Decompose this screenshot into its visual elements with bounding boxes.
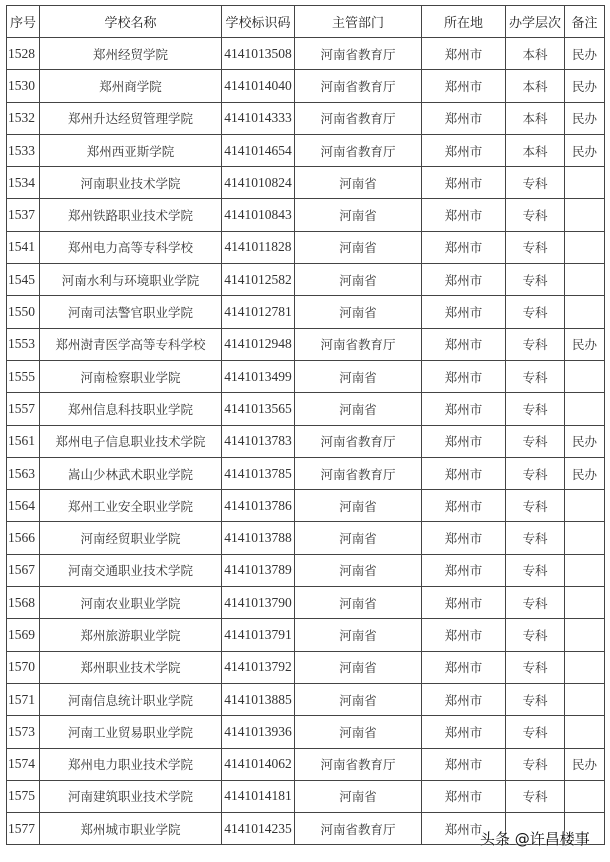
table-row xyxy=(7,587,605,619)
cell-index: 1545 xyxy=(7,264,40,296)
header-level: 办学层次 xyxy=(506,6,565,38)
header-index: 序号 xyxy=(7,6,40,38)
cell-school-code: 4141013789 xyxy=(222,554,295,586)
cell-authority: 河南省 xyxy=(295,393,422,425)
cell-school-name: 郑州电力高等专科学校 xyxy=(40,231,222,263)
cell-index: 1571 xyxy=(7,683,40,715)
cell-index: 1541 xyxy=(7,231,40,263)
table-row xyxy=(7,70,605,102)
cell-location: 郑州市 xyxy=(422,587,506,619)
cell-school-code: 4141013499 xyxy=(222,360,295,392)
cell-remark: 民办 xyxy=(565,70,605,102)
cell-index: 1561 xyxy=(7,425,40,457)
school-list-table xyxy=(6,5,605,845)
cell-remark xyxy=(565,393,605,425)
cell-school-name: 郑州工业安全职业学院 xyxy=(40,490,222,522)
cell-remark xyxy=(565,780,605,812)
cell-location: 郑州市 xyxy=(422,231,506,263)
cell-remark xyxy=(565,651,605,683)
cell-school-code: 4141013936 xyxy=(222,716,295,748)
cell-school-name: 郑州职业技术学院 xyxy=(40,651,222,683)
cell-level: 专科 xyxy=(506,780,565,812)
cell-school-name: 嵩山少林武术职业学院 xyxy=(40,457,222,489)
header-authority: 主管部门 xyxy=(295,6,422,38)
table-row xyxy=(7,393,605,425)
cell-remark xyxy=(565,167,605,199)
cell-remark xyxy=(565,360,605,392)
cell-level: 本科 xyxy=(506,102,565,134)
cell-school-name: 郑州电力职业技术学院 xyxy=(40,748,222,780)
cell-index: 1574 xyxy=(7,748,40,780)
cell-remark: 民办 xyxy=(565,328,605,360)
cell-school-name: 郑州商学院 xyxy=(40,70,222,102)
cell-authority: 河南省教育厅 xyxy=(295,70,422,102)
cell-location: 郑州市 xyxy=(422,813,506,845)
cell-location: 郑州市 xyxy=(422,296,506,328)
cell-authority: 河南省 xyxy=(295,554,422,586)
cell-school-code: 4141014654 xyxy=(222,134,295,166)
cell-index: 1569 xyxy=(7,619,40,651)
cell-school-code: 4141011828 xyxy=(222,231,295,263)
cell-level: 本科 xyxy=(506,70,565,102)
cell-remark xyxy=(565,231,605,263)
cell-remark xyxy=(565,683,605,715)
cell-level: 专科 xyxy=(506,683,565,715)
table-row xyxy=(7,780,605,812)
table-row xyxy=(7,360,605,392)
cell-remark: 民办 xyxy=(565,38,605,70)
table-row xyxy=(7,522,605,554)
cell-location: 郑州市 xyxy=(422,619,506,651)
cell-school-code: 4141014181 xyxy=(222,780,295,812)
cell-index: 1568 xyxy=(7,587,40,619)
cell-location: 郑州市 xyxy=(422,199,506,231)
table-row xyxy=(7,716,605,748)
cell-school-name: 河南职业技术学院 xyxy=(40,167,222,199)
cell-location: 郑州市 xyxy=(422,425,506,457)
header-school-code: 学校标识码 xyxy=(222,6,295,38)
cell-index: 1564 xyxy=(7,490,40,522)
cell-school-code: 4141013792 xyxy=(222,651,295,683)
table-row xyxy=(7,296,605,328)
cell-location: 郑州市 xyxy=(422,328,506,360)
table-row xyxy=(7,199,605,231)
cell-level: 本科 xyxy=(506,38,565,70)
cell-remark xyxy=(565,296,605,328)
cell-remark: 民办 xyxy=(565,102,605,134)
table-row xyxy=(7,231,605,263)
table-row xyxy=(7,651,605,683)
cell-remark: 民办 xyxy=(565,425,605,457)
cell-school-code: 4141014333 xyxy=(222,102,295,134)
cell-school-code: 4141013508 xyxy=(222,38,295,70)
cell-school-name: 郑州城市职业学院 xyxy=(40,813,222,845)
cell-remark: 民办 xyxy=(565,134,605,166)
table-row xyxy=(7,457,605,489)
cell-location: 郑州市 xyxy=(422,393,506,425)
cell-authority: 河南省教育厅 xyxy=(295,425,422,457)
cell-level: 专科 xyxy=(506,264,565,296)
cell-school-name: 河南信息统计职业学院 xyxy=(40,683,222,715)
table-row xyxy=(7,619,605,651)
cell-remark xyxy=(565,199,605,231)
cell-school-code: 4141012948 xyxy=(222,328,295,360)
cell-location: 郑州市 xyxy=(422,490,506,522)
cell-school-name: 河南交通职业技术学院 xyxy=(40,554,222,586)
cell-authority: 河南省 xyxy=(295,199,422,231)
cell-authority: 河南省教育厅 xyxy=(295,457,422,489)
cell-school-name: 郑州升达经贸管理学院 xyxy=(40,102,222,134)
cell-location: 郑州市 xyxy=(422,651,506,683)
cell-school-name: 郑州西亚斯学院 xyxy=(40,134,222,166)
cell-authority: 河南省教育厅 xyxy=(295,102,422,134)
cell-level: 专科 xyxy=(506,522,565,554)
cell-level: 专科 xyxy=(506,296,565,328)
cell-index: 1533 xyxy=(7,134,40,166)
cell-level: 专科 xyxy=(506,619,565,651)
cell-level: 专科 xyxy=(506,587,565,619)
cell-school-code: 4141014235 xyxy=(222,813,295,845)
cell-remark: 民办 xyxy=(565,748,605,780)
table-row xyxy=(7,425,605,457)
cell-school-code: 4141013565 xyxy=(222,393,295,425)
cell-school-code: 4141013791 xyxy=(222,619,295,651)
cell-remark: 民办 xyxy=(565,457,605,489)
watermark: 头条 @许昌楼事 xyxy=(480,830,590,848)
table-row xyxy=(7,38,605,70)
cell-location: 郑州市 xyxy=(422,38,506,70)
cell-index: 1570 xyxy=(7,651,40,683)
cell-level: 专科 xyxy=(506,393,565,425)
cell-school-name: 河南农业职业学院 xyxy=(40,587,222,619)
table-row xyxy=(7,748,605,780)
cell-location: 郑州市 xyxy=(422,522,506,554)
cell-location: 郑州市 xyxy=(422,780,506,812)
cell-school-code: 4141013786 xyxy=(222,490,295,522)
cell-school-name: 郑州铁路职业技术学院 xyxy=(40,199,222,231)
cell-level: 本科 xyxy=(506,134,565,166)
cell-index: 1577 xyxy=(7,813,40,845)
cell-location: 郑州市 xyxy=(422,457,506,489)
cell-level: 专科 xyxy=(506,554,565,586)
table-row xyxy=(7,134,605,166)
cell-location: 郑州市 xyxy=(422,264,506,296)
cell-location: 郑州市 xyxy=(422,360,506,392)
cell-index: 1534 xyxy=(7,167,40,199)
cell-remark xyxy=(565,587,605,619)
cell-location: 郑州市 xyxy=(422,748,506,780)
table-row xyxy=(7,264,605,296)
cell-level: 专科 xyxy=(506,167,565,199)
cell-school-code: 4141014040 xyxy=(222,70,295,102)
cell-level: 专科 xyxy=(506,231,565,263)
cell-authority: 河南省 xyxy=(295,780,422,812)
cell-authority: 河南省教育厅 xyxy=(295,328,422,360)
cell-index: 1573 xyxy=(7,716,40,748)
cell-index: 1563 xyxy=(7,457,40,489)
cell-authority: 河南省 xyxy=(295,231,422,263)
cell-level: 专科 xyxy=(506,748,565,780)
cell-school-code: 4141013885 xyxy=(222,683,295,715)
cell-remark xyxy=(565,619,605,651)
cell-authority: 河南省 xyxy=(295,716,422,748)
cell-authority: 河南省 xyxy=(295,522,422,554)
cell-index: 1528 xyxy=(7,38,40,70)
cell-remark xyxy=(565,716,605,748)
cell-index: 1575 xyxy=(7,780,40,812)
header-school-name: 学校名称 xyxy=(40,6,222,38)
cell-authority: 河南省 xyxy=(295,360,422,392)
cell-level: 专科 xyxy=(506,360,565,392)
cell-school-code: 4141013785 xyxy=(222,457,295,489)
cell-school-name: 河南司法警官职业学院 xyxy=(40,296,222,328)
cell-level: 专科 xyxy=(506,328,565,360)
table-row xyxy=(7,490,605,522)
cell-school-name: 河南工业贸易职业学院 xyxy=(40,716,222,748)
cell-location: 郑州市 xyxy=(422,70,506,102)
cell-school-code: 4141010824 xyxy=(222,167,295,199)
cell-level: 专科 xyxy=(506,457,565,489)
cell-school-code: 4141012781 xyxy=(222,296,295,328)
cell-authority: 河南省教育厅 xyxy=(295,134,422,166)
table-row xyxy=(7,328,605,360)
cell-index: 1532 xyxy=(7,102,40,134)
header-row xyxy=(7,6,605,38)
cell-remark xyxy=(565,554,605,586)
cell-location: 郑州市 xyxy=(422,554,506,586)
table-row xyxy=(7,554,605,586)
cell-level: 专科 xyxy=(506,490,565,522)
table-row xyxy=(7,102,605,134)
cell-level: 专科 xyxy=(506,425,565,457)
cell-remark xyxy=(565,264,605,296)
cell-index: 1566 xyxy=(7,522,40,554)
cell-school-code: 4141010843 xyxy=(222,199,295,231)
cell-authority: 河南省 xyxy=(295,651,422,683)
cell-school-name: 郑州信息科技职业学院 xyxy=(40,393,222,425)
cell-index: 1550 xyxy=(7,296,40,328)
cell-level: 专科 xyxy=(506,651,565,683)
cell-authority: 河南省 xyxy=(295,490,422,522)
table-row xyxy=(7,167,605,199)
cell-index: 1557 xyxy=(7,393,40,425)
cell-location: 郑州市 xyxy=(422,716,506,748)
cell-authority: 河南省教育厅 xyxy=(295,813,422,845)
cell-school-name: 河南水利与环境职业学院 xyxy=(40,264,222,296)
cell-index: 1567 xyxy=(7,554,40,586)
cell-school-code: 4141014062 xyxy=(222,748,295,780)
header-remark: 备注 xyxy=(565,6,605,38)
cell-location: 郑州市 xyxy=(422,102,506,134)
table-row xyxy=(7,683,605,715)
cell-location: 郑州市 xyxy=(422,167,506,199)
cell-authority: 河南省教育厅 xyxy=(295,748,422,780)
cell-location: 郑州市 xyxy=(422,683,506,715)
cell-authority: 河南省 xyxy=(295,167,422,199)
cell-authority: 河南省 xyxy=(295,296,422,328)
cell-authority: 河南省教育厅 xyxy=(295,38,422,70)
cell-school-name: 河南检察职业学院 xyxy=(40,360,222,392)
cell-school-name: 河南建筑职业技术学院 xyxy=(40,780,222,812)
cell-school-code: 4141013783 xyxy=(222,425,295,457)
cell-remark xyxy=(565,490,605,522)
cell-authority: 河南省 xyxy=(295,683,422,715)
cell-school-code: 4141013790 xyxy=(222,587,295,619)
cell-index: 1530 xyxy=(7,70,40,102)
cell-school-code: 4141012582 xyxy=(222,264,295,296)
cell-school-code: 4141013788 xyxy=(222,522,295,554)
cell-school-name: 河南经贸职业学院 xyxy=(40,522,222,554)
cell-index: 1553 xyxy=(7,328,40,360)
cell-location: 郑州市 xyxy=(422,134,506,166)
cell-index: 1555 xyxy=(7,360,40,392)
cell-authority: 河南省 xyxy=(295,587,422,619)
cell-level: 专科 xyxy=(506,199,565,231)
cell-school-name: 郑州旅游职业学院 xyxy=(40,619,222,651)
cell-school-name: 郑州电子信息职业技术学院 xyxy=(40,425,222,457)
cell-school-name: 郑州澍青医学高等专科学校 xyxy=(40,328,222,360)
cell-index: 1537 xyxy=(7,199,40,231)
cell-authority: 河南省 xyxy=(295,619,422,651)
header-location: 所在地 xyxy=(422,6,506,38)
cell-authority: 河南省 xyxy=(295,264,422,296)
cell-remark xyxy=(565,522,605,554)
cell-school-name: 郑州经贸学院 xyxy=(40,38,222,70)
cell-level: 专科 xyxy=(506,716,565,748)
